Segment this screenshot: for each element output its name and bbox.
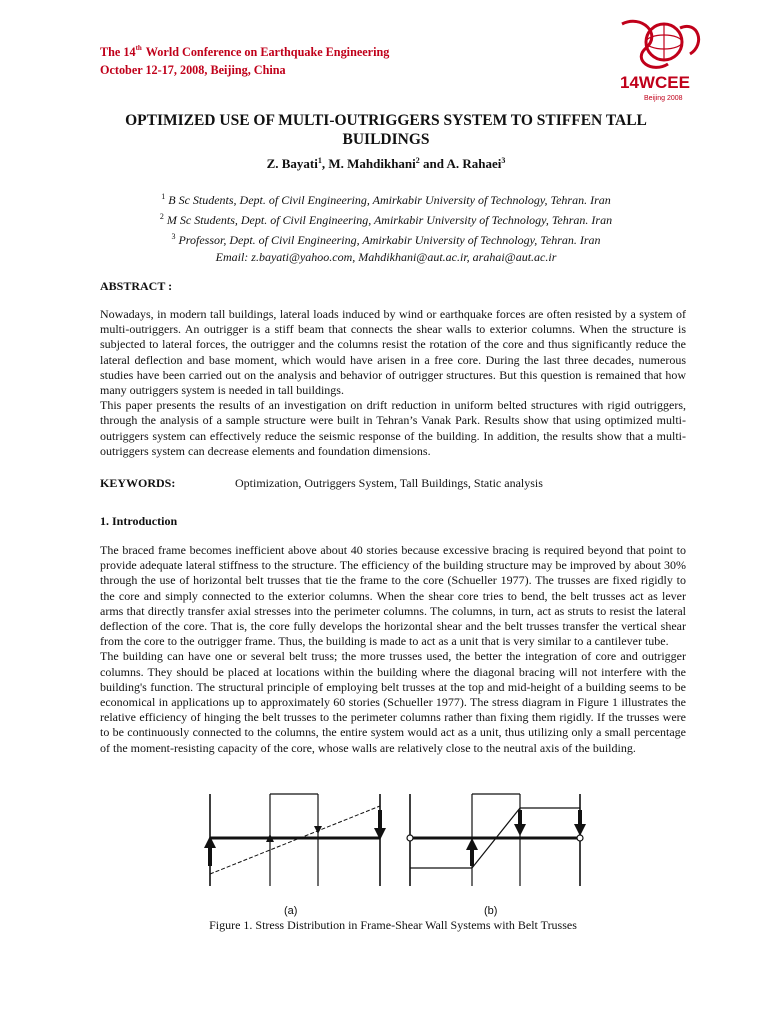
abstract-heading: ABSTRACT : bbox=[100, 279, 173, 293]
intro-paragraph: The building can have one or several belt truss; the more trusses used, the better the integration of core and outrigger columns. They should be placed at locations within the building where the diagonal bracing will not interfere with the building's function. The structural principle of employing belt trusses at the top and mid-height of a building seems to be economical in applications up to approximately 60 stories (Schueller 1977). The stress diagram in Figure 1 illustrates the relative efficiency of hinging the belt trusses to the perimeter columns rather than fixing them rigidly. If the trusses were to be continuously connected to the columns, the entire system would act as a unit, thus utilizing only a small percentage of the moment-resisting capacity of the core, whose walls are relatively close to the neutral axis of the building. bbox=[100, 649, 686, 755]
figure-1-diagram bbox=[196, 790, 596, 890]
affiliation-3: $^3$ Professor, Dept. of Civil Engineering, Amirkabir University of Technology, Tehran. Iran bbox=[171, 232, 601, 247]
abstract-paragraph: This paper presents the results of an investigation on drift reduction in uniform belted structures with rigid outriggers, through the analysis of a sample structure were built in Tehran’s Vanak Park. Results show that using optimized multi-outriggers system can effectively reduce the seismic response of the building. In addition, the results show that a multi-outriggers system can decrease elements and foundation dimensions. bbox=[100, 398, 686, 458]
logo-text: 14WCEE bbox=[620, 73, 690, 92]
conference-date: October 12-17, 2008, Beijing, China bbox=[100, 63, 286, 77]
figure-label-b: (b) bbox=[484, 905, 498, 917]
wcee-logo bbox=[602, 14, 714, 104]
author-1: Z. Bayati bbox=[266, 156, 318, 171]
abstract-body bbox=[100, 307, 686, 459]
diagram-a bbox=[204, 794, 386, 886]
figure-label-a: (a) bbox=[284, 905, 298, 917]
introduction-heading: 1. Introduction bbox=[100, 514, 178, 528]
abstract-paragraph: Nowadays, in modern tall buildings, lateral loads induced by wind or earthquake forces are often resisted by a system of multi-outriggers. An outrigger is a stiff beam that connects the shear walls to exterior columns. When the structure is subjected to lateral forces, the outrigger and the columns resist the rotation of the core and thus significantly reduce the lateral deflection and base moment, which would have arisen in a free core. During the last three decades, numerous studies have been carried out on the analysis and behavior of outrigger structures. But this question is remained that how many outriggers system is needed in tall buildings. bbox=[100, 307, 686, 398]
author-emails: Email: z.bayati@yahoo.com, Mahdikhani@aut.ac.ir, arahai@aut.ac.ir bbox=[215, 250, 557, 264]
paper-title: OPTIMIZED USE OF MULTI-OUTRIGGERS SYSTEM TO STIFFEN TALL BUILDINGS bbox=[125, 112, 647, 148]
diagram-b bbox=[407, 794, 586, 886]
authors: Z. Bayati$^1$, M. Mahdikhani$^2$ and A. Rahaei$^3$ bbox=[266, 156, 506, 171]
affiliation-2: $^2$ M Sc Students, Dept. of Civil Engineering, Amirkabir University of Technology, Tehran. Iran bbox=[159, 212, 613, 227]
figure-caption: Figure 1. Stress Distribution in Frame-Shear Wall Systems with Belt Trusses bbox=[209, 918, 577, 932]
keywords-label: KEYWORDS: bbox=[100, 476, 176, 490]
author-2: M. Mahdikhani bbox=[328, 156, 416, 171]
intro-paragraph: The braced frame becomes inefficient above about 40 stories because excessive bracing is required beyond that point to provide adequate lateral stiffness to the structure. The efficiency of the building structure may be improved by about 30% through the use of horizontal belt trusses that tie the frame to the core (Schueller 1977). The trusses are fixed rigidly to the core and simply connected to the exterior columns. When the shear core tries to bend, the belt trusses act as lever arms that directly transfer axial stresses into the perimeter columns. The columns, in turn, act as struts to resist the lateral deflection of the core. That is, the core fully develops the horizontal shear and the belt trusses transfer the vertical shear from the core to the outrigger frame. Thus, the building is made to act as a unit that is very similar to a cantilever tube. bbox=[100, 543, 686, 649]
keywords-value: Optimization, Outriggers System, Tall Buildings, Static analysis bbox=[235, 476, 543, 490]
conference-header bbox=[100, 44, 389, 78]
logo-subtext: Beijing 2008 bbox=[644, 95, 683, 102]
introduction-body bbox=[100, 543, 686, 756]
conference-line1: The 14th World Conference on Earthquake Engineering bbox=[100, 44, 390, 59]
affiliation-1: $^1$ B Sc Students, Dept. of Civil Engineering, Amirkabir University of Technology, Tehran. Iran bbox=[161, 192, 611, 207]
author-3: A. Rahaei bbox=[446, 156, 502, 171]
